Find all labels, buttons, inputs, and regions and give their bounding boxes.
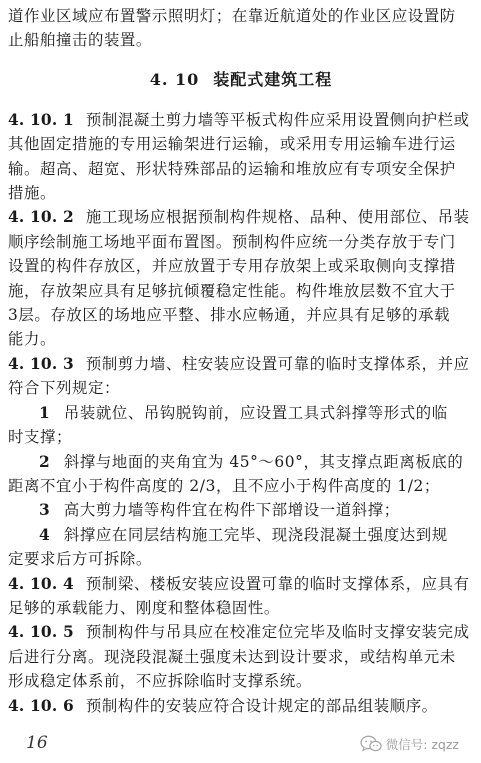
clause-4-10-3 bbox=[8, 352, 474, 572]
item-number: 1 bbox=[39, 403, 50, 422]
text-line: 顺序绘制施工场地平面布置图。预制构件应统一分类存放于专门 bbox=[8, 232, 456, 251]
page-footer bbox=[0, 733, 481, 759]
text-line: 斜撑与地面的夹角宜为 45°～60°，其支撑点距离板底的 bbox=[63, 452, 464, 471]
list-item bbox=[8, 401, 474, 425]
text-line: 足够的承载能力、刚度和整体稳固性。 bbox=[8, 598, 280, 617]
text-line: 定要求后方可拆除。 bbox=[8, 550, 152, 569]
clause-number: 4. 10. 6 bbox=[8, 696, 74, 715]
item-number: 2 bbox=[39, 452, 50, 471]
text-line: 后进行分离。现浇段混凝土强度未达到设计要求，或结构单元未 bbox=[8, 647, 456, 666]
text-line: 施工现场应根据预制构件规格、品种、使用部位、吊装 bbox=[85, 208, 470, 227]
list-item bbox=[8, 450, 474, 474]
list-item bbox=[8, 523, 474, 547]
text-line: 距离不宜小于构件高度的 2/3，且不应小于构件高度的 1/2； bbox=[8, 476, 440, 495]
clause-4-10-2 bbox=[8, 205, 474, 351]
clause-number: 4. 10. 4 bbox=[8, 574, 74, 593]
text-line: 时支撑； bbox=[8, 428, 72, 447]
text-line: 止船舶撞击的装置。 bbox=[8, 31, 152, 50]
clause-number: 4. 10. 5 bbox=[8, 623, 74, 642]
text-line: 3层。存放区的场地应平整、排水应畅通，并应具有足够的承载 bbox=[8, 306, 451, 325]
text-line: 斜撑应在同层结构施工完毕、现浇段混凝土强度达到规 bbox=[63, 525, 448, 544]
watermark bbox=[360, 735, 459, 753]
text-line: 形成稳定体系前，不应拆除临时支撑系统。 bbox=[8, 672, 312, 691]
clause-number: 4. 10. 3 bbox=[8, 354, 74, 373]
item-number: 3 bbox=[39, 501, 50, 520]
text-line: 道作业区域应布置警示照明灯；在靠近航道处的作业区应设置防 bbox=[8, 7, 456, 25]
text-line: 其他固定措施的专用运输架进行运输，或采用专用运输车进行运 bbox=[8, 135, 456, 154]
text-line: 预制混凝土剪力墙等平板式构件应采用设置侧向护栏或 bbox=[85, 110, 470, 129]
text-line: 预制梁、楼板安装应设置可靠的临时支撑体系，应具有 bbox=[85, 574, 470, 593]
clause-4-10-4 bbox=[8, 572, 474, 621]
list-item bbox=[8, 498, 474, 522]
section-number: 4. 10 bbox=[149, 69, 200, 89]
text-line: 吊装就位、吊钩脱钩前，应设置工具式斜撑等形式的临 bbox=[63, 403, 448, 422]
document-page bbox=[8, 4, 474, 718]
text-line: 符合下列规定： bbox=[8, 379, 120, 398]
intro-paragraph bbox=[8, 4, 474, 53]
text-line: 高大剪力墙等构件宜在构件下部增设一道斜撑； bbox=[63, 501, 400, 520]
clause-4-10-5 bbox=[8, 620, 474, 693]
wechat-icon bbox=[360, 735, 382, 753]
clause-number: 4. 10. 1 bbox=[8, 110, 74, 129]
item-number: 4 bbox=[39, 525, 50, 544]
text-line: 预制剪力墙、柱安装应设置可靠的临时支撑体系，并应 bbox=[85, 354, 470, 373]
clause-4-10-6 bbox=[8, 694, 474, 718]
text-line: 施，存放架应具有足够抗倾覆稳定性能。构件堆放层数不宜大于 bbox=[8, 281, 456, 300]
text-line: 预制构件与吊具应在校准定位完毕及临时支撑安装完成 bbox=[85, 623, 470, 642]
section-title: 装配式建筑工程 bbox=[213, 69, 333, 89]
text-line: 设置的构件存放区，并应放置于专用存放架上或采取侧向支撑措 bbox=[8, 257, 456, 276]
text-line: 预制构件的安装应符合设计规定的部品组装顺序。 bbox=[85, 696, 438, 715]
text-line: 输。超高、超宽、形状特殊部品的运输和堆放应有专项安全保护 bbox=[8, 159, 456, 178]
clause-number: 4. 10. 2 bbox=[8, 208, 74, 227]
clause-4-10-1 bbox=[8, 108, 474, 206]
section-heading bbox=[8, 68, 474, 92]
text-line: 措施。 bbox=[8, 184, 56, 203]
text-line: 能力。 bbox=[8, 330, 56, 349]
watermark-text: 微信号: zqzz bbox=[385, 737, 459, 752]
page-number: 16 bbox=[26, 733, 48, 753]
